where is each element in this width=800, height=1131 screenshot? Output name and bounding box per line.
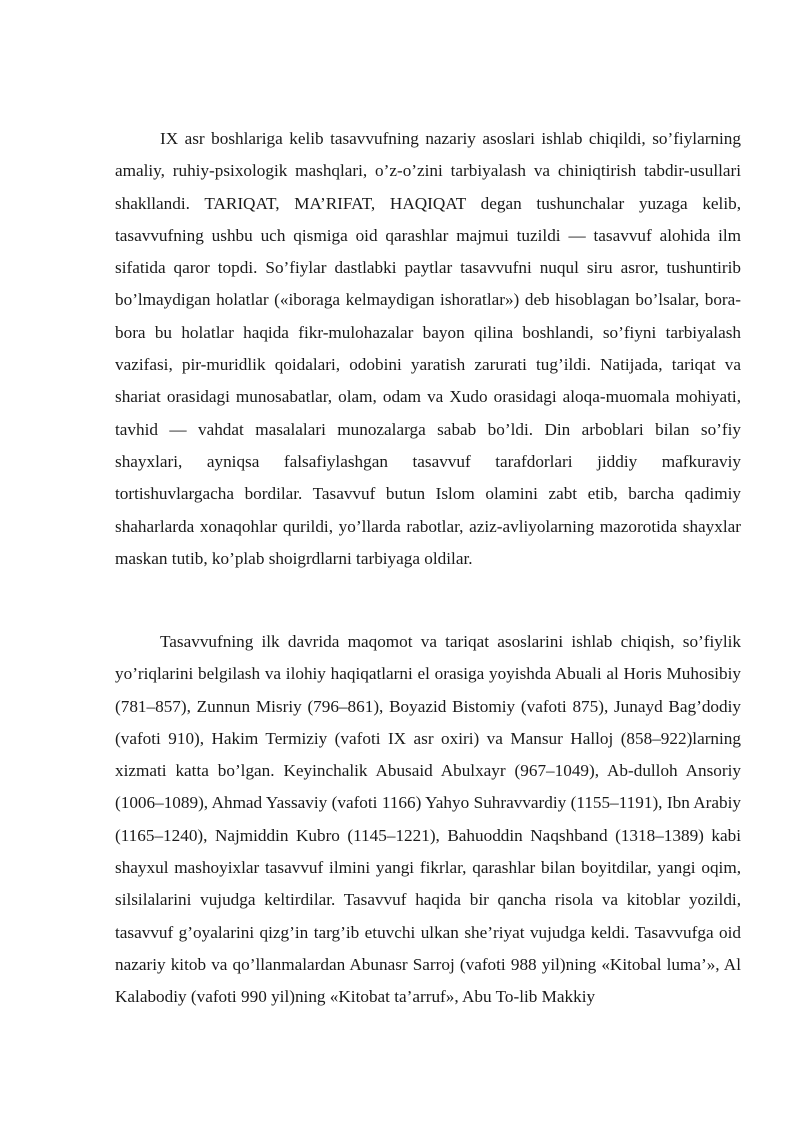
- paragraph-1-block: [115, 123, 741, 575]
- paragraph-2: Tasavvufning ilk davrida maqomot va tariqat asoslarini ishlab chiqish, so’fiylik yo’riqlarini belgilash va ilohiy haqiqatlarni el orasiga yoyishda Abuali al Horis Muhosibiy (781–857), Zunnun Misriy (796–861), Boyazid Bistomiy (vafoti 875), Junayd Bag’dodiy (vafoti 910), Hakim Termiziy (vafoti IX asr oxiri) va Mansur Halloj (858–922)larning xizmati katta bo’lgan. Keyinchalik Abusaid Abulxayr (967–1049), Ab-dulloh Ansoriy (1006–1089), Ahmad Yassaviy (vafoti 1166) Yahyo Suhravvardiy (1155–1191), Ibn Arabiy (1165–1240), Najmiddin Kubro (1145–1221), Bahuoddin Naqshband (1318–1389) kabi shayxul mashoyixlar tasavvuf ilmini yangi fikrlar, qarashlar bilan boyitdilar, yangi oqim, silsilalarini vujudga keltirdilar. Tasavvuf haqida bir qancha risola va kitoblar yozildi, tasavvuf g’oyalarini qizg’in targ’ib etuvchi ulkan she’riyat vujudga keldi. Tasavvufga oid nazariy kitob va qo’llanmalardan Abunasr Sarroj (vafoti 988 yil)ning «Kitobal luma’», Al Kalabodiy (vafoti 990 yil)ning «Kitobat ta’arruf», Abu To-lib Makkiy: [115, 632, 741, 1007]
- paragraph-1: IX asr boshlariga kelib tasavvufning nazariy asoslari ishlab chiqildi, so’fiylarning amaliy, ruhiy-psixologik mashqlari, o’z-o’zini tarbiyalash va chiniqtirish tabdir-usullari shakllandi. TARIQAT, MA’RIFAT, HAQIQAT degan tushunchalar yuzaga kelib, tasavvufning ushbu uch qismiga oid qarashlar majmui tuzildi — tasavvuf alohida ilm sifatida qaror topdi. So’fiylar dastlabki paytlar tasavvufni nuqul siru asror, tushuntirib bo’lmaydigan holatlar («iboraga kelmaydigan ishoratlar») deb hisoblagan bo’lsalar, bora-bora bu holatlar haqida fikr-mulohazalar bayon qilina boshlandi, so’fiyni tarbiyalash vazifasi, pir-muridlik qoidalari, odobini yaratish zarurati tug’ildi. Natijada, tariqat va shariat orasidagi munosabatlar, olam, odam va Xudo orasidagi aloqa-muomala mohiyati, tavhid — vahdat masalalari munozalarga sabab bo’ldi. Din arboblari bilan so’fiy shayxlari, ayniqsa falsafiylashgan tasavvuf tarafdorlari jiddiy mafkuraviy tortishuvlargacha bordilar. Tasavvuf butun Islom olamini zabt etib, barcha qadimiy shaharlarda xonaqohlar qurildi, yo’llarda rabotlar, aziz-avliyolarning mazorotida shayxlar maskan tutib, ko’plab shoigrdlarni tarbiyaga oldilar.: [115, 129, 741, 568]
- paragraph-2-block: [115, 626, 741, 1014]
